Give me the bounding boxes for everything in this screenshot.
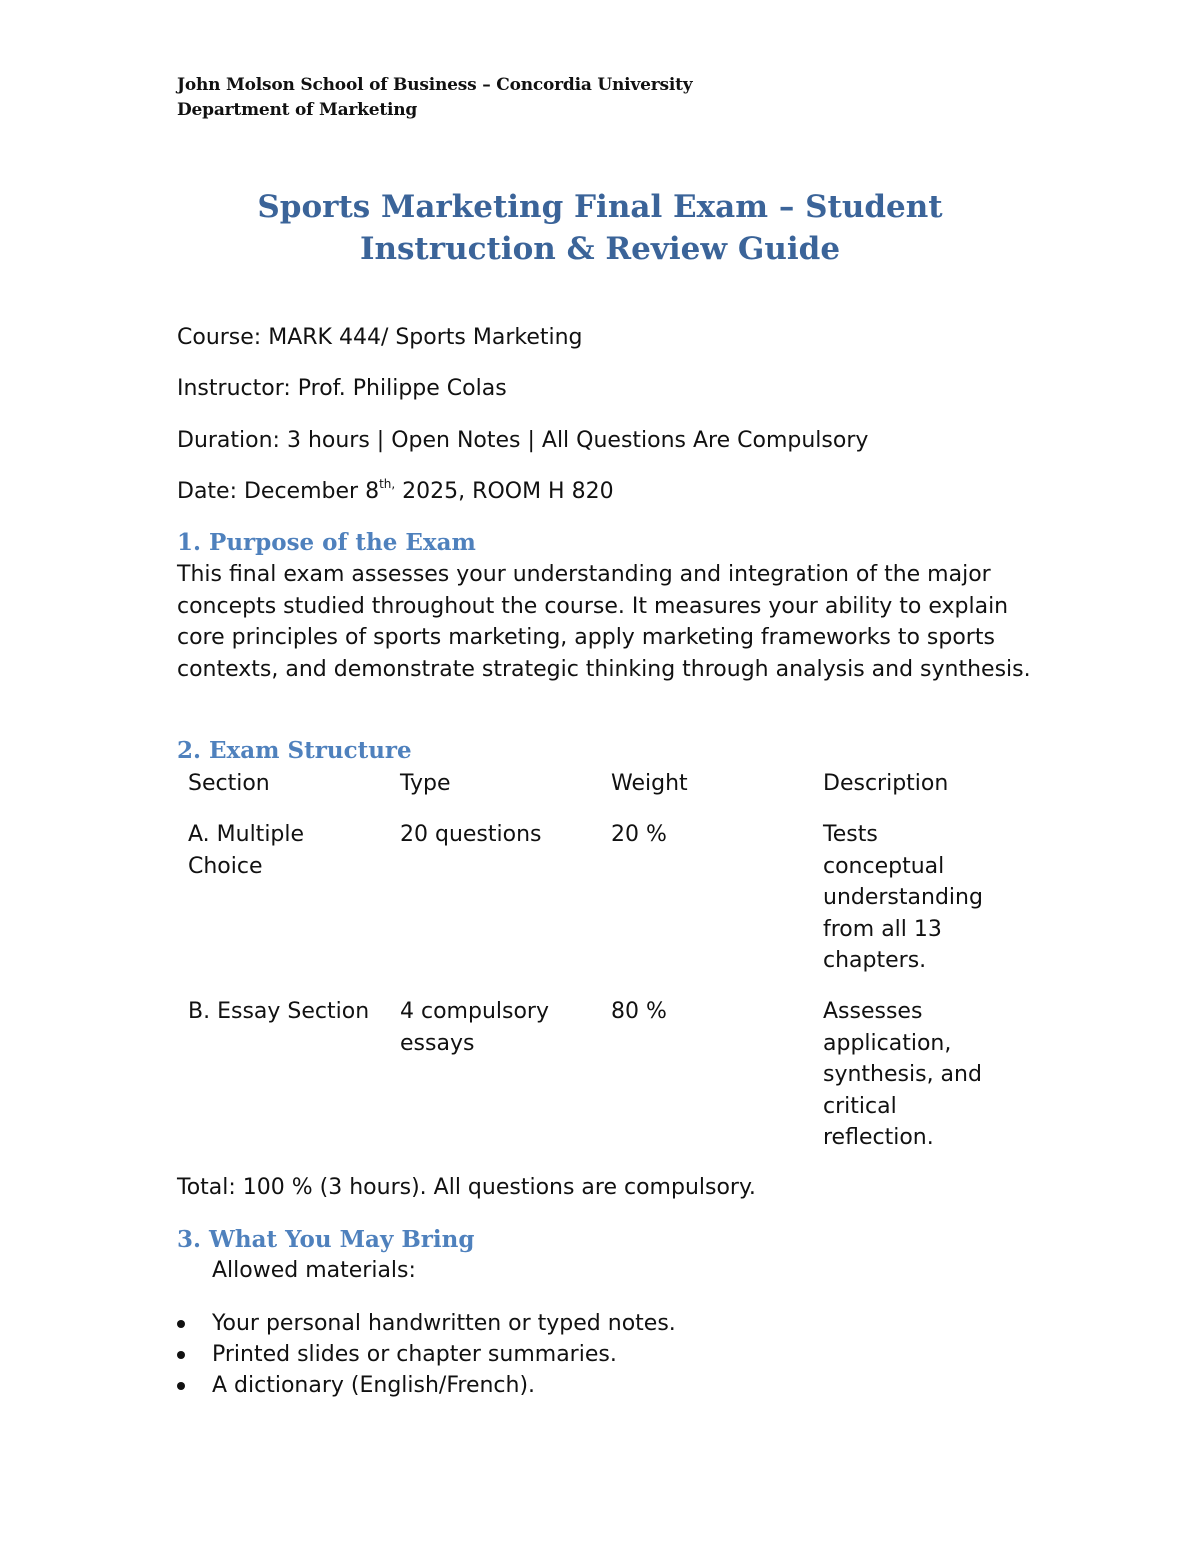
list-item [177, 1308, 676, 1339]
duration-info: Duration: 3 hours | Open Notes | All Questions Are Compulsory [177, 428, 869, 453]
date-prefix: Date: December 8 [177, 479, 380, 504]
document-title-line1: Sports Marketing Final Exam – Student [257, 189, 943, 225]
list-item-text: Printed slides or chapter summaries. [212, 1342, 617, 1367]
bullet-icon [177, 1351, 185, 1359]
table-cell-weight: 20 % [611, 822, 667, 847]
list-item [177, 1370, 676, 1401]
list-item-text: A dictionary (English/French). [212, 1373, 536, 1398]
materials-list [177, 1308, 676, 1401]
total-note: Total: 100 % (3 hours). All questions are compulsory. [177, 1175, 756, 1200]
table-cell-type: 20 questions [400, 822, 542, 847]
table-header-weight: Weight [611, 771, 688, 796]
table-cell-section: A. Multiple Choice [188, 822, 305, 879]
date-superscript: th, [379, 477, 396, 491]
date-suffix: 2025, ROOM H 820 [395, 479, 614, 504]
list-item-text: Your personal handwritten or typed notes. [212, 1311, 676, 1336]
table-header-type: Type [400, 771, 451, 796]
course-info: Course: MARK 444/ Sports Marketing [177, 325, 583, 350]
section-heading-purpose: 1. Purpose of the Exam [177, 529, 476, 556]
bullet-icon [177, 1320, 185, 1328]
table-cell-description: Assesses application, synthesis, and critical reflection. [823, 999, 982, 1150]
section-heading-structure: 2. Exam Structure [177, 737, 412, 764]
table-cell-description: Tests conceptual understanding from all 13 chapters. [823, 822, 983, 973]
table-header-description: Description [823, 771, 949, 796]
table-cell-section: B. Essay Section [188, 999, 370, 1024]
list-item [177, 1339, 676, 1370]
purpose-paragraph: This final exam assesses your understanding and integration of the major concepts studied throughout the course. It measures your ability to explain core principles of sports marketing, apply marketing frameworks to sports contexts, and demonstrate strategic thinking through analysis and synthesis. [177, 562, 1031, 682]
document-title-line2: Instruction & Review Guide [359, 231, 841, 267]
date-info [177, 479, 614, 505]
materials-intro: Allowed materials: [212, 1258, 416, 1283]
department-name: Department of Marketing [177, 100, 418, 120]
bullet-icon [177, 1382, 185, 1390]
section-heading-materials: 3. What You May Bring [177, 1226, 475, 1253]
institution-name: John Molson School of Business – Concordia University [177, 75, 693, 95]
table-cell-type: 4 compulsory essays [400, 999, 549, 1056]
table-header-section: Section [188, 771, 270, 796]
table-cell-weight: 80 % [611, 999, 667, 1024]
instructor-info: Instructor: Prof. Philippe Colas [177, 376, 507, 401]
